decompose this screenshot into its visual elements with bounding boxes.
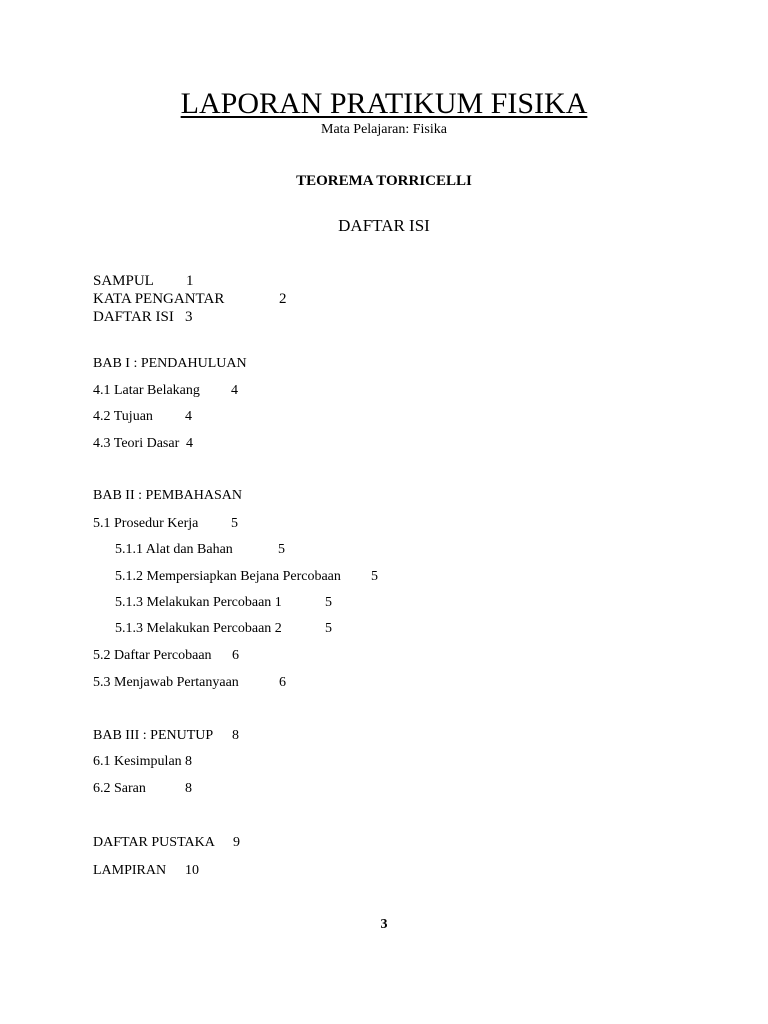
- toc-entry-page: 8: [185, 781, 192, 796]
- toc-entry-page: 2: [279, 291, 287, 307]
- toc-entry-daftar-isi: [93, 308, 193, 326]
- toc-entry-page: 5: [278, 542, 285, 557]
- toc-entry-saran: [93, 780, 192, 798]
- toc-entry-label: 5.2 Daftar Percobaan: [93, 648, 212, 663]
- toc-entry-daftar-pustaka: [93, 834, 240, 852]
- toc-entry-label: DAFTAR ISI: [93, 309, 174, 325]
- toc-entry-label: 5.1.2 Mempersiapkan Bejana Percobaan: [115, 569, 341, 584]
- bab3-heading: [93, 727, 239, 745]
- toc-entry-sampul: [93, 272, 194, 290]
- toc-entry-label: 5.3 Menjawab Pertanyaan: [93, 675, 239, 690]
- toc-entry-label: 4.1 Latar Belakang: [93, 383, 200, 398]
- toc-heading: DAFTAR ISI: [338, 216, 430, 235]
- toc-entry-page: 5: [325, 621, 332, 636]
- toc-entry-lampiran: [93, 862, 199, 880]
- toc-entry-page: 4: [231, 383, 238, 398]
- document-title: LAPORAN PRATIKUM FISIKA: [180, 87, 588, 120]
- toc-entry-menjawab-pertanyaan: [93, 674, 286, 692]
- toc-entry-page: 6: [279, 675, 286, 690]
- toc-entry-mempersiapkan-bejana: [115, 568, 378, 586]
- toc-entry-teori-dasar: [93, 435, 193, 453]
- toc-entry-page: 9: [233, 835, 240, 850]
- toc-entry-label: 6.2 Saran: [93, 781, 146, 796]
- toc-entry-daftar-percobaan: [93, 647, 239, 665]
- toc-entry-page: 1: [186, 273, 194, 289]
- toc-entry-percobaan-1: [115, 594, 332, 612]
- toc-entry-percobaan-2: [115, 620, 332, 638]
- toc-entry-page: 10: [185, 863, 199, 878]
- toc-entry-label: 5.1.3 Melakukan Percobaan 1: [115, 595, 282, 610]
- bab3-heading-label: BAB III : PENUTUP: [93, 728, 214, 743]
- toc-entry-kesimpulan: [93, 753, 192, 771]
- toc-entry-prosedur-kerja: [93, 515, 238, 533]
- toc-entry-label: 5.1 Prosedur Kerja: [93, 516, 199, 531]
- toc-entry-page: 8: [185, 754, 192, 769]
- topic-heading: TEOREMA TORRICELLI: [296, 173, 472, 189]
- toc-entry-label: LAMPIRAN: [93, 863, 167, 878]
- toc-entry-page: 5: [325, 595, 332, 610]
- toc-entry-page: 5: [371, 569, 378, 584]
- toc-entry-page: 4: [186, 436, 193, 451]
- toc-entry-page: 6: [232, 648, 239, 663]
- toc-entry-label: 5.1.1 Alat dan Bahan: [115, 542, 233, 557]
- toc-entry-label: SAMPUL: [93, 273, 154, 289]
- toc-entry-alat-bahan: [115, 541, 285, 559]
- subject-line: Mata Pelajaran: Fisika: [321, 122, 447, 137]
- toc-entry-label: 4.2 Tujuan: [93, 409, 153, 424]
- toc-entry-latar-belakang: [93, 382, 238, 400]
- toc-entry-page: 5: [231, 516, 238, 531]
- toc-entry-label: KATA PENGANTAR: [93, 291, 225, 307]
- toc-entry-page: 8: [232, 728, 239, 743]
- toc-entry-label: 4.3 Teori Dasar: [93, 436, 180, 451]
- toc-entry-kata-pengantar: [93, 290, 287, 308]
- toc-entry-label: DAFTAR PUSTAKA: [93, 835, 215, 850]
- bab2-heading: BAB II : PEMBAHASAN: [93, 488, 242, 503]
- toc-entry-tujuan: [93, 408, 192, 426]
- toc-entry-label: 6.1 Kesimpulan: [93, 754, 182, 769]
- toc-entry-page: 3: [185, 309, 193, 325]
- toc-entry-page: 4: [185, 409, 192, 424]
- page-number: 3: [380, 917, 388, 932]
- bab1-heading: BAB I : PENDAHULUAN: [93, 356, 247, 371]
- toc-entry-label: 5.1.3 Melakukan Percobaan 2: [115, 621, 282, 636]
